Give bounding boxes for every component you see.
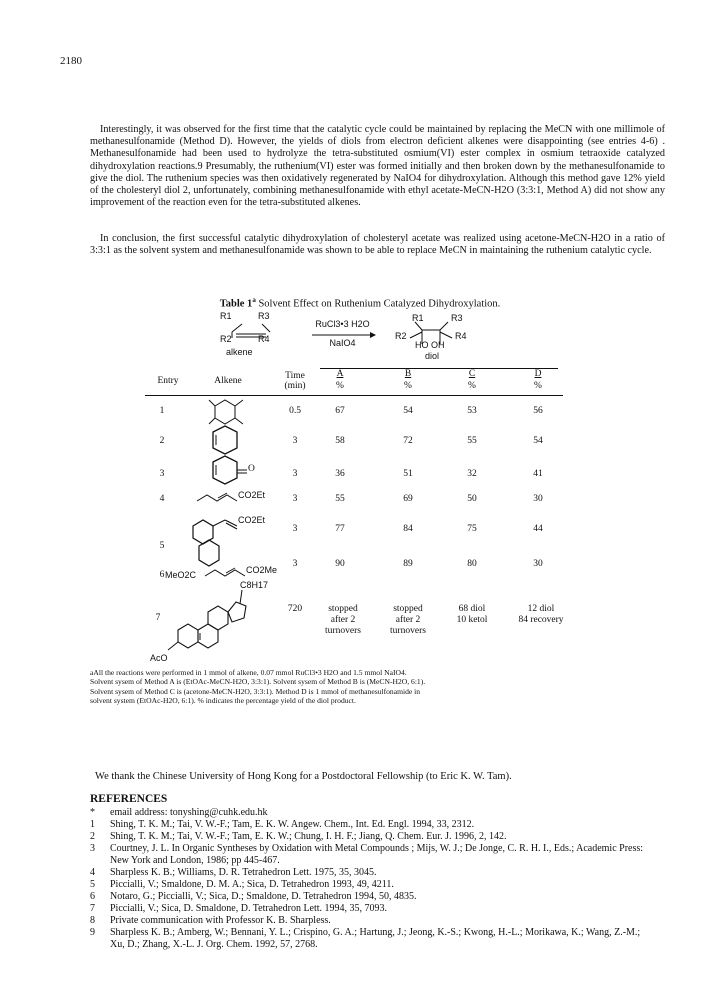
row-7-d-line-2: 84 recovery	[518, 615, 564, 625]
row-7-b	[383, 604, 433, 637]
reference-text: Sharpless K. B.; Williams, D. R. Tetrahedron Lett. 1975, 35, 3045.	[110, 867, 377, 878]
row-1-d: 56	[533, 406, 543, 416]
row-3-c: 32	[467, 469, 477, 479]
reference-number: 1	[90, 819, 95, 830]
footnote-line-2: Solvent sysem of Method A is (EtOAc-MeCN-H2O, 3:3:1). Solvent sysem of Method B is (MeCN-H2O, 6:1).	[90, 677, 426, 687]
header-method-a: A	[336, 369, 344, 379]
row-7-b-line-1: stopped	[393, 604, 423, 614]
row-6-a: 90	[335, 559, 345, 569]
footnote-line-4: solvent system (EtOAc-H2O, 6:1). % indicates the percentage yield of the diol product.	[90, 696, 356, 706]
paragraph-text: Interestingly, it was observed for the first time that the catalytic cycle could be maintained by replacing the MeCN with one millimole of methanesulfonamide (Method D). However, the yields of diols from electron deficient alkenes were disappointing (see entries 4-6) . Methanesulfonamide had been used to hydrolyze the tetra-substituted osmium(VI) ester complex in osmium tetraoxide catalyzed dihydroxylation reactions.9 Presumably, the ruthenium(VI) ester was formed initially and then broken down by the methanesulfonamide to give the diol. The ruthenium species was then oxidatively regenerated by NaIO4 for dihydroxylation. Although this method gave 12% yield of the cholesteryl diol 2, unfortunately, combining methanesulfonamide with ethyl acetate-MeCN-H2O (3:3:1, Method A) did not show any improvement of the reaction even for the tetra-substituted alkenes.	[90, 124, 665, 209]
reference-number: 7	[90, 903, 95, 914]
header-bottom-rule	[145, 395, 563, 396]
row-7-substituent: C8H17	[240, 580, 269, 590]
row-6-entry: 6	[159, 570, 165, 580]
row-5-c: 75	[467, 524, 477, 534]
row-2-d: 54	[533, 436, 543, 446]
row-7-acetate-label: AcO	[150, 653, 168, 663]
diol-r1-label: R1	[412, 313, 424, 323]
row-6-alkene-label-left: MeO2C	[165, 570, 197, 580]
row-2-a: 58	[335, 436, 345, 446]
row-5-a: 77	[335, 524, 345, 534]
row-2-entry: 2	[159, 436, 165, 446]
reference-text: Shing, T. K. M.; Tai, V. W.-F.; Tam, E. K. W. Angew. Chem., Int. Ed. Engl. 1994, 33, 2312.	[110, 819, 475, 830]
row-5-b: 84	[403, 524, 413, 534]
row-4-alkene-label: CO2Et	[238, 490, 266, 500]
diol-label: diol	[425, 351, 440, 361]
table-caption	[0, 296, 720, 310]
row-4-a: 55	[335, 494, 345, 504]
header-time: Time	[285, 371, 305, 381]
row-7-time: 720	[287, 604, 303, 614]
reference-text: Courtney, J. L. In Organic Syntheses by Oxidation with Metal Compounds ; Mijs, W. J.; De Jonge, C. R. H. I., Eds.; Academic Press: New York and London, 1986; pp 445-467.	[110, 843, 644, 866]
row-7-b-line-2: after 2	[395, 615, 421, 625]
reference-text: email address: tonyshing@cuhk.edu.hk	[110, 807, 268, 818]
header-rule	[320, 368, 558, 369]
row-1-b: 54	[403, 406, 413, 416]
r4-label: R4	[258, 334, 270, 344]
row-1-entry: 1	[159, 406, 165, 416]
row-5-d: 44	[533, 524, 543, 534]
row-1-time: 0.5	[289, 406, 301, 416]
row-4-d: 30	[533, 494, 543, 504]
row-7-a	[318, 604, 368, 637]
footnote-line-3: Solvent sysem of Method C is (acetone-MeCN-H2O, 3:3:1). Method D is 1 mmol of methanesulfonamide in	[90, 686, 421, 696]
row-3-time: 3	[292, 469, 298, 479]
table-label: Table 1	[219, 298, 253, 310]
row-7-c-line-2: 10 ketol	[456, 615, 488, 625]
reference-number: 4	[90, 867, 95, 878]
cholesteryl-acetate-structure	[150, 580, 290, 665]
row-5-time: 3	[292, 524, 298, 534]
row-6-c: 80	[467, 559, 477, 569]
reagent-top: RuCl3•3 H2O	[315, 319, 370, 329]
row-3-a: 36	[335, 469, 345, 479]
row-4-time: 3	[292, 494, 298, 504]
row-1-a: 67	[335, 406, 345, 416]
header-method-c: C	[468, 369, 476, 379]
row-7-a-line-3: turnovers	[325, 626, 361, 636]
reference-text: Private communication with Professor K. B. Sharpless.	[110, 915, 331, 926]
header-entry: Entry	[157, 376, 179, 386]
row-5-entry: 5	[159, 541, 165, 551]
row-7-entry: 7	[155, 613, 161, 623]
reference-text: Notaro, G.; Piccialli, V.; Sica, D.; Smaldone, D. Tetrahedron 1994, 50, 4835.	[110, 891, 417, 902]
row-3-entry: 3	[159, 469, 165, 479]
reference-text: Sharpless K. B.; Amberg, W.; Bennani, Y. L.; Crispino, G. A.; Hartung, J.; Jeong, K.-S.; Kwong, H.-L.; Morikawa, K.; Wang, Z.-M.; Xu, D.; Zhang, X.-L. J. Org. Chem. 1992, 57, 2768.	[110, 927, 641, 950]
row-3-alkene-label: O	[248, 464, 255, 474]
row-3-b: 51	[403, 469, 413, 479]
r1-label: R1	[220, 311, 232, 321]
diol-r2-label: R2	[395, 331, 407, 341]
row-6-b: 89	[403, 559, 413, 569]
row-3-d: 41	[533, 469, 543, 479]
row-7-d	[510, 604, 572, 626]
body-paragraph-2	[90, 233, 665, 257]
acknowledgement: We thank the Chinese University of Hong Kong for a Postdoctoral Fellowship (to Eric K. W. Tam).	[95, 771, 512, 782]
paragraph-text: In conclusion, the first successful catalytic dihydroxylation of cholesteryl acetate was realized using acetone-MeCN-H2O in a ratio of 3:3:1 as the solvent system and methanesulfonamide was shown to be able to replace MeCN in maintaining the ruthenium catalytic cycle.	[90, 233, 665, 257]
row-4-c: 50	[467, 494, 477, 504]
row-7-b-line-3: turnovers	[390, 626, 426, 636]
reference-number: *	[90, 807, 95, 818]
row-2-time: 3	[292, 436, 298, 446]
header-unit-b: %	[404, 381, 412, 391]
ho-oh-label: HO OH	[415, 340, 445, 350]
row-7-d-line-1: 12 diol	[527, 604, 555, 614]
references-heading: REFERENCES	[90, 793, 168, 805]
header-alkene: Alkene	[214, 376, 242, 386]
r3-label: R3	[258, 311, 270, 321]
row-7-c-line-1: 68 diol	[458, 604, 486, 614]
row-4-b: 69	[403, 494, 413, 504]
reference-number: 8	[90, 915, 95, 926]
row-6-d: 30	[533, 559, 543, 569]
row-2-b: 72	[403, 436, 413, 446]
header-unit-c: %	[468, 381, 476, 391]
reference-number: 2	[90, 831, 95, 842]
r2-label: R2	[220, 334, 232, 344]
row-5-alkene-label: CO2Et	[238, 515, 266, 525]
table-caption-text: Solvent Effect on Ruthenium Catalyzed Dihydroxylation.	[258, 298, 501, 310]
page-number: 2180	[60, 55, 82, 67]
row-6-time: 3	[292, 559, 298, 569]
alkene-label: alkene	[226, 347, 253, 357]
header-time-unit: (min)	[284, 381, 306, 391]
table-label-sup: a	[252, 296, 256, 304]
row-2-c: 55	[467, 436, 477, 446]
footnote-line-1: aAll the reactions were performed in 1 mmol of alkene, 0.07 mmol RuCl3•3 H2O and 1.5 mmol NaIO4.	[90, 668, 407, 677]
header-unit-d: %	[534, 381, 542, 391]
row-4-entry: 4	[159, 494, 165, 504]
reference-text: Shing, T. K. M.; Tai, V. W.-F.; Tam, E. K. W.; Chung, I. H. F.; Jiang, Q. Chem. Eur. J. 1996, 2, 142.	[110, 831, 507, 842]
row-7-c	[446, 604, 498, 626]
row-7-a-line-2: after 2	[330, 615, 356, 625]
diol-r3-label: R3	[451, 313, 463, 323]
row-1-c: 53	[467, 406, 477, 416]
header-method-b: B	[404, 369, 412, 379]
reference-number: 3	[90, 843, 95, 854]
reference-text: Piccialli, V.; Smaldone, D. M. A.; Sica, D. Tetrahedron 1993, 49, 4211.	[110, 879, 394, 890]
table-footnotes	[90, 668, 650, 706]
header-unit-a: %	[336, 381, 344, 391]
reagent-bottom: NaIO4	[329, 338, 356, 348]
reference-text: Piccialli, V.; Sica, D. Smaldone, D. Tetrahedron Lett. 1994, 35, 7093.	[110, 903, 388, 914]
diol-r4-label: R4	[455, 331, 467, 341]
reference-number: 9	[90, 927, 95, 938]
row-6-alkene-label-right: CO2Me	[246, 565, 278, 575]
reference-number: 5	[90, 879, 95, 890]
header-method-d: D	[534, 369, 542, 379]
row-7-a-line-1: stopped	[328, 604, 358, 614]
body-paragraph-1	[90, 124, 665, 209]
reference-number: 6	[90, 891, 95, 902]
